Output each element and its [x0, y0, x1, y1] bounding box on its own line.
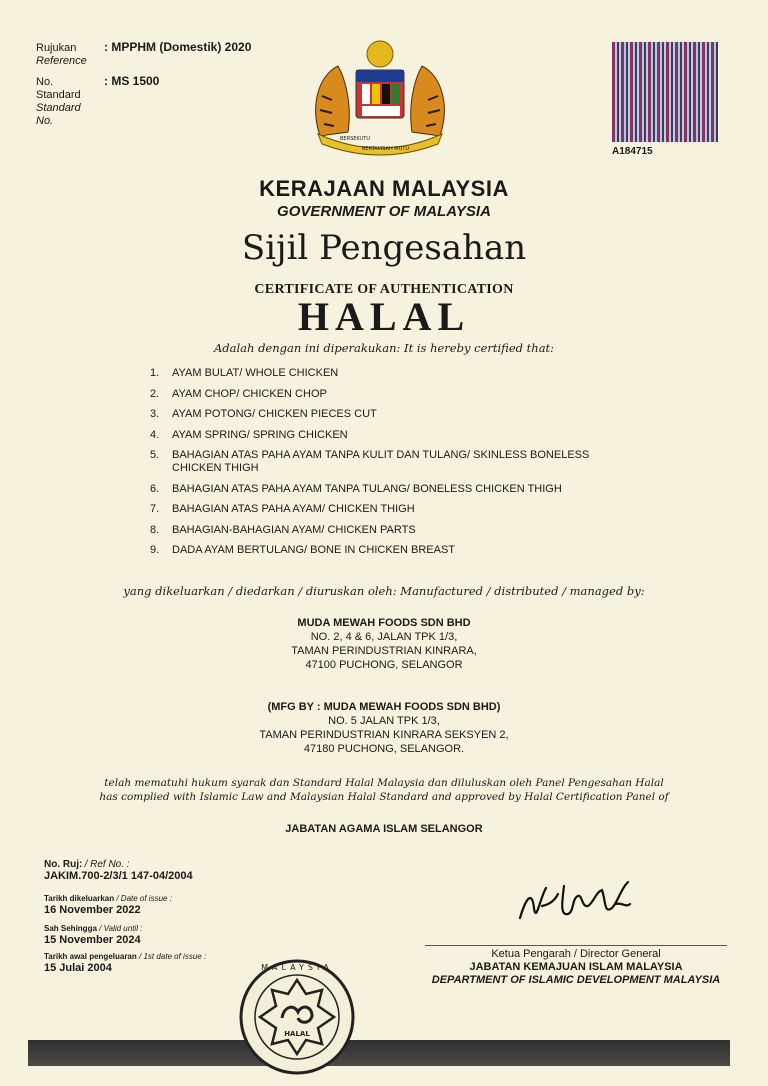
standard-label-en: Standard	[36, 102, 81, 114]
compliance-line-en: has complied with Islamic Law and Malaysian Halal Standard and approved by Halal Certification Panel of	[99, 791, 669, 803]
company-address-line: NO. 2, 4 & 6, JALAN TPK 1/3,	[310, 631, 458, 643]
list-item-number: 7.	[150, 503, 160, 515]
rujukan-label: Rujukan	[36, 42, 77, 54]
qr-code	[612, 42, 718, 142]
signatory-dept-ms: JABATAN KEMAJUAN ISLAM MALAYSIA	[469, 961, 683, 973]
list-item-text: AYAM CHOP/ CHICKEN CHOP	[172, 387, 327, 400]
list-item-number: 3.	[150, 408, 160, 420]
list-item	[150, 483, 630, 496]
ref-no-value: JAKIM.700-2/3/1 147-04/2004	[44, 870, 193, 882]
mfg-address-block	[0, 700, 768, 756]
list-item-number: 4.	[150, 428, 160, 441]
mfg-name: (MFG BY : MUDA MEWAH FOODS SDN BHD)	[267, 701, 501, 713]
compliance-line-ms: telah mematuhi hukum syarak dan Standard Halal Malaysia dan diluluskan oleh Panel Pengesahan Halal	[104, 777, 664, 789]
signature-line	[425, 945, 727, 946]
issue-date-label: Tarikh dikeluarkan	[44, 894, 115, 903]
company-address-block	[0, 616, 768, 672]
compliance-statement	[0, 776, 768, 804]
first-issue-value: 15 Julai 2004	[44, 962, 112, 974]
product-list	[150, 367, 630, 565]
valid-until-block	[44, 924, 142, 946]
motto-right-text: BERTAMBAH MUTU	[362, 146, 409, 152]
signatory-block	[425, 948, 727, 987]
list-item-text: AYAM POTONG/ CHICKEN PIECES CUT	[172, 408, 377, 420]
list-item-text: BAHAGIAN ATAS PAHA AYAM TANPA KULIT DAN TULANG/ SKINLESS BONELESS CHICKEN THIGH	[172, 449, 590, 474]
signatory-title: Ketua Pengarah / Director General	[491, 948, 661, 960]
company-name: MUDA MEWAH FOODS SDN BHD	[297, 617, 471, 629]
certificate-title-ms: Sijil Pengesahan	[241, 228, 527, 268]
list-item	[150, 544, 630, 557]
company-address-line: TAMAN PERINDUSTRIAN KINRARA,	[291, 645, 477, 657]
standard-label: Standard	[36, 89, 81, 101]
list-item-number: 8.	[150, 523, 160, 536]
issue-date-block	[44, 894, 172, 916]
halal-logo	[238, 958, 356, 1076]
valid-until-label: Sah Sehingga	[44, 924, 97, 933]
issue-date-value: 16 November 2022	[44, 904, 141, 916]
company-address-line: 47100 PUCHONG, SELANGOR	[305, 659, 463, 671]
list-item	[150, 408, 630, 421]
list-item-number: 2.	[150, 387, 160, 400]
standard-value: : MS 1500	[104, 74, 160, 88]
list-item	[150, 388, 630, 401]
qr-code-number: A184715	[612, 146, 653, 157]
list-item-number: 1.	[150, 367, 160, 379]
first-issue-label: Tarikh awal pengeluaran	[44, 952, 137, 961]
list-item-text: BAHAGIAN ATAS PAHA AYAM/ CHICKEN THIGH	[172, 503, 415, 515]
list-item	[150, 367, 630, 380]
list-item-number: 6.	[150, 482, 160, 495]
certify-statement: Adalah dengan ini diperakukan: It is hereby certified that:	[213, 341, 555, 355]
list-item-number: 9.	[150, 544, 160, 556]
government-title-en: GOVERNMENT OF MALAYSIA	[277, 203, 491, 220]
no-label-en: No.	[36, 115, 54, 127]
mfg-address-line: NO. 5 JALAN TPK 1/3,	[328, 715, 440, 727]
footer-bar	[28, 1040, 730, 1066]
issue-date-label-en: / Date of issue :	[116, 894, 172, 903]
list-item-text: DADA AYAM BERTULANG/ BONE IN CHICKEN BREAST	[172, 544, 456, 556]
list-item-number: 5.	[150, 449, 160, 461]
list-item	[150, 429, 630, 442]
first-issue-block	[44, 952, 206, 974]
ref-no-label: No. Ruj:	[44, 859, 83, 870]
signatory-dept-en: DEPARTMENT OF ISLAMIC DEVELOPMENT MALAYSIA	[431, 974, 721, 986]
authority-name: JABATAN AGAMA ISLAM SELANGOR	[285, 823, 483, 835]
signature	[512, 868, 652, 934]
ref-no-label-en: / Ref No. :	[84, 859, 130, 870]
mfg-address-line: 47180 PUCHONG, SELANGOR.	[303, 743, 465, 755]
list-item-text: BAHAGIAN-BAHAGIAN AYAM/ CHICKEN PARTS	[172, 523, 416, 536]
list-item	[150, 503, 630, 516]
no-label: No.	[36, 76, 54, 88]
halal-title: HALAL	[297, 294, 471, 339]
coat-of-arms-emblem	[300, 36, 460, 162]
manufactured-statement: yang dikeluarkan / diedarkan / diuruskan oleh: Manufactured / distributed / managed by:	[123, 584, 645, 598]
list-item	[150, 524, 630, 537]
government-title-ms: KERAJAAN MALAYSIA	[259, 176, 509, 201]
motto-left-text: BERSEKUTU	[340, 136, 370, 142]
reference-label: Reference	[36, 55, 87, 67]
certificate-title-en: CERTIFICATE OF AUTHENTICATION	[254, 282, 514, 297]
halal-logo-center-text: HALAL	[284, 1030, 310, 1038]
mfg-address-line: TAMAN PERINDUSTRIAN KINRARA SEKSYEN 2,	[259, 729, 509, 741]
reference-value: : MPPHM (Domestik) 2020	[104, 40, 252, 54]
list-item-text: AYAM BULAT/ WHOLE CHICKEN	[172, 367, 339, 379]
halal-logo-ring-text: MALAYSIA	[261, 963, 333, 972]
first-issue-label-en: / 1st date of issue :	[139, 952, 207, 961]
valid-until-value: 15 November 2024	[44, 934, 141, 946]
list-item-text: AYAM SPRING/ SPRING CHICKEN	[172, 428, 348, 441]
list-item	[150, 449, 630, 475]
list-item-text: BAHAGIAN ATAS PAHA AYAM TANPA TULANG/ BONELESS CHICKEN THIGH	[172, 482, 562, 495]
valid-until-label-en: / Valid until :	[99, 924, 143, 933]
ref-no-block	[44, 860, 193, 882]
